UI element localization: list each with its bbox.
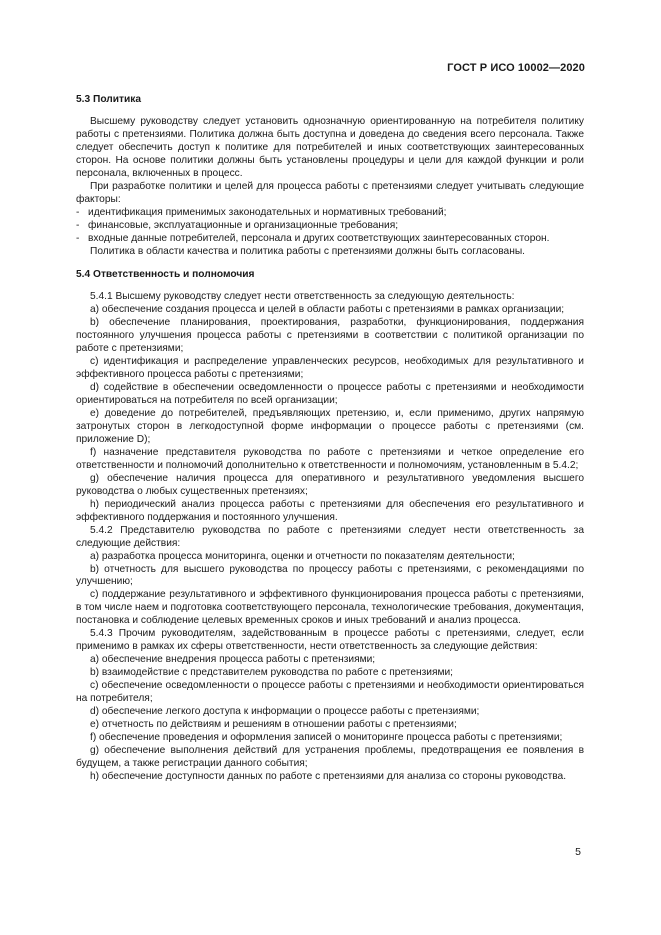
paragraph: d) содействие в обеспечении осведомленности о процессе работы с претензиями и необходимости ориентироваться на потребителя по всей организации;	[76, 382, 584, 407]
paragraph: 5.4.1 Высшему руководству следует нести ответственность за следующую деятельность:	[90, 291, 515, 303]
paragraph: f) назначение представителя руководства по работе с претензиями и четкое определение его ответственности и полномочий дополнительно к ответственности и полномочиям, установленным в 5.4.2;	[76, 446, 584, 471]
paragraph: Высшему руководству следует установить однозначную ориентированную на потребителя политику работы с претензиями. Политика должна быть доступна и доведена до сведения всего персонала. Также следует обеспечить доступ к политике для потребителей и иных соответствующих заинтересованных сторон. На основе политики должны быть установлены процедуры и цели для каждой функции и роли персонала, включенных в процесс.	[76, 116, 584, 179]
list-marker: -	[76, 232, 80, 244]
list-marker: -	[76, 206, 80, 218]
standard-header: ГОСТ Р ИСО 10002—2020	[447, 62, 585, 74]
section-heading-5-4	[76, 268, 584, 281]
list-item	[76, 220, 584, 233]
list-item-text: идентификация применимых законодательных и нормативных требований;	[88, 206, 447, 218]
factor-list	[76, 207, 584, 246]
paragraph: g) обеспечение выполнения действий для устранения проблемы, предотвращения ее появления в будущем, а также регистрации данного события;	[76, 744, 584, 769]
section-title: Ответственность и полномочия	[93, 269, 255, 281]
paragraph: При разработке политики и целей для процесса работы с претензиями следует учитывать следующие факторы:	[76, 180, 584, 205]
paragraph: е) отчетность по действиям и решениям в отношении работы с претензиями;	[90, 718, 457, 730]
paragraph: с) поддержание результативного и эффективного функционирования процесса работы с претензиями, в том числе наем и подготовка соответствующего персонала, технологические требования, документация, постановка и соблюдение целевых временных сроков и иных требований и анализ процесса.	[76, 589, 584, 627]
list-item	[76, 233, 584, 246]
paragraph: с) идентификация и распределение управленческих ресурсов, необходимых для результативного и эффективного процесса работы с претензиями;	[76, 356, 584, 381]
list-item-text: финансовые, эксплуатационные и организационные требования;	[88, 219, 399, 231]
paragraph: f) обеспечение проведения и оформления записей о мониторинге процесса работы с претензиями;	[90, 731, 563, 743]
section-number: 5.4	[76, 269, 91, 281]
page-content	[76, 93, 584, 784]
paragraph: h) обеспечение доступности данных по работе с претензиями для анализа со стороны руководства.	[90, 770, 567, 782]
paragraph: с) обеспечение осведомленности о процессе работы с претензиями и необходимости ориентироваться на потребителя;	[76, 680, 584, 705]
paragraph: b) обеспечение планирования, проектирования, разработки, функционирования, поддержания постоянного улучшения процесса работы с претензиями в соответствии с политикой организации по работе с претензиями;	[76, 317, 584, 355]
list-marker: -	[76, 219, 80, 231]
paragraph: е) доведение до потребителей, предъявляющих претензию, и, если применимо, других напрямую затронутых сторон в легкодоступной форме информации о процессе работы с претензиями (см. приложение D);	[76, 408, 584, 445]
paragraph: g) обеспечение наличия процесса для оперативного и результативного уведомления высшего руководства о любых существенных претензиях;	[76, 472, 584, 497]
paragraph: а) разработка процесса мониторинга, оценки и отчетности по показателям деятельности;	[90, 550, 515, 562]
section-title: Политика	[93, 94, 142, 105]
paragraph: 5.4.3 Прочим руководителям, задействованным в процессе работы с претензиями, следует, если применимо в рамках их сферы ответственности, нести ответственность за следующие действия:	[76, 628, 584, 653]
section-number: 5.3	[76, 94, 91, 105]
paragraph: d) обеспечение легкого доступа к информации о процессе работы с претензиями;	[90, 705, 480, 717]
section-heading-5-3	[76, 93, 584, 106]
paragraph: b) взаимодействие с представителем руководства по работе с претензиями;	[90, 667, 454, 679]
paragraph: h) периодический анализ процесса работы с претензиями для обеспечения его результативного и эффективного поддержания и постоянного улучшения.	[76, 498, 584, 523]
paragraph: а) обеспечение внедрения процесса работы с претензиями;	[90, 654, 376, 666]
paragraph: b) отчетность для высшего руководства по процессу работы с претензиями, с рекомендациями по улучшению;	[76, 563, 584, 588]
page-number: 5	[575, 846, 581, 858]
paragraph: а) обеспечение создания процесса и целей в области работы с претензиями в рамках организации;	[90, 304, 565, 316]
paragraph: Политика в области качества и политика работы с претензиями должны быть согласованы.	[90, 245, 525, 257]
paragraph: 5.4.2 Представителю руководства по работе с претензиями следует нести ответственность за следующие действия:	[76, 524, 584, 549]
list-item	[76, 207, 584, 220]
list-item-text: входные данные потребителей, персонала и других соответствующих заинтересованных сторон.	[88, 232, 550, 244]
